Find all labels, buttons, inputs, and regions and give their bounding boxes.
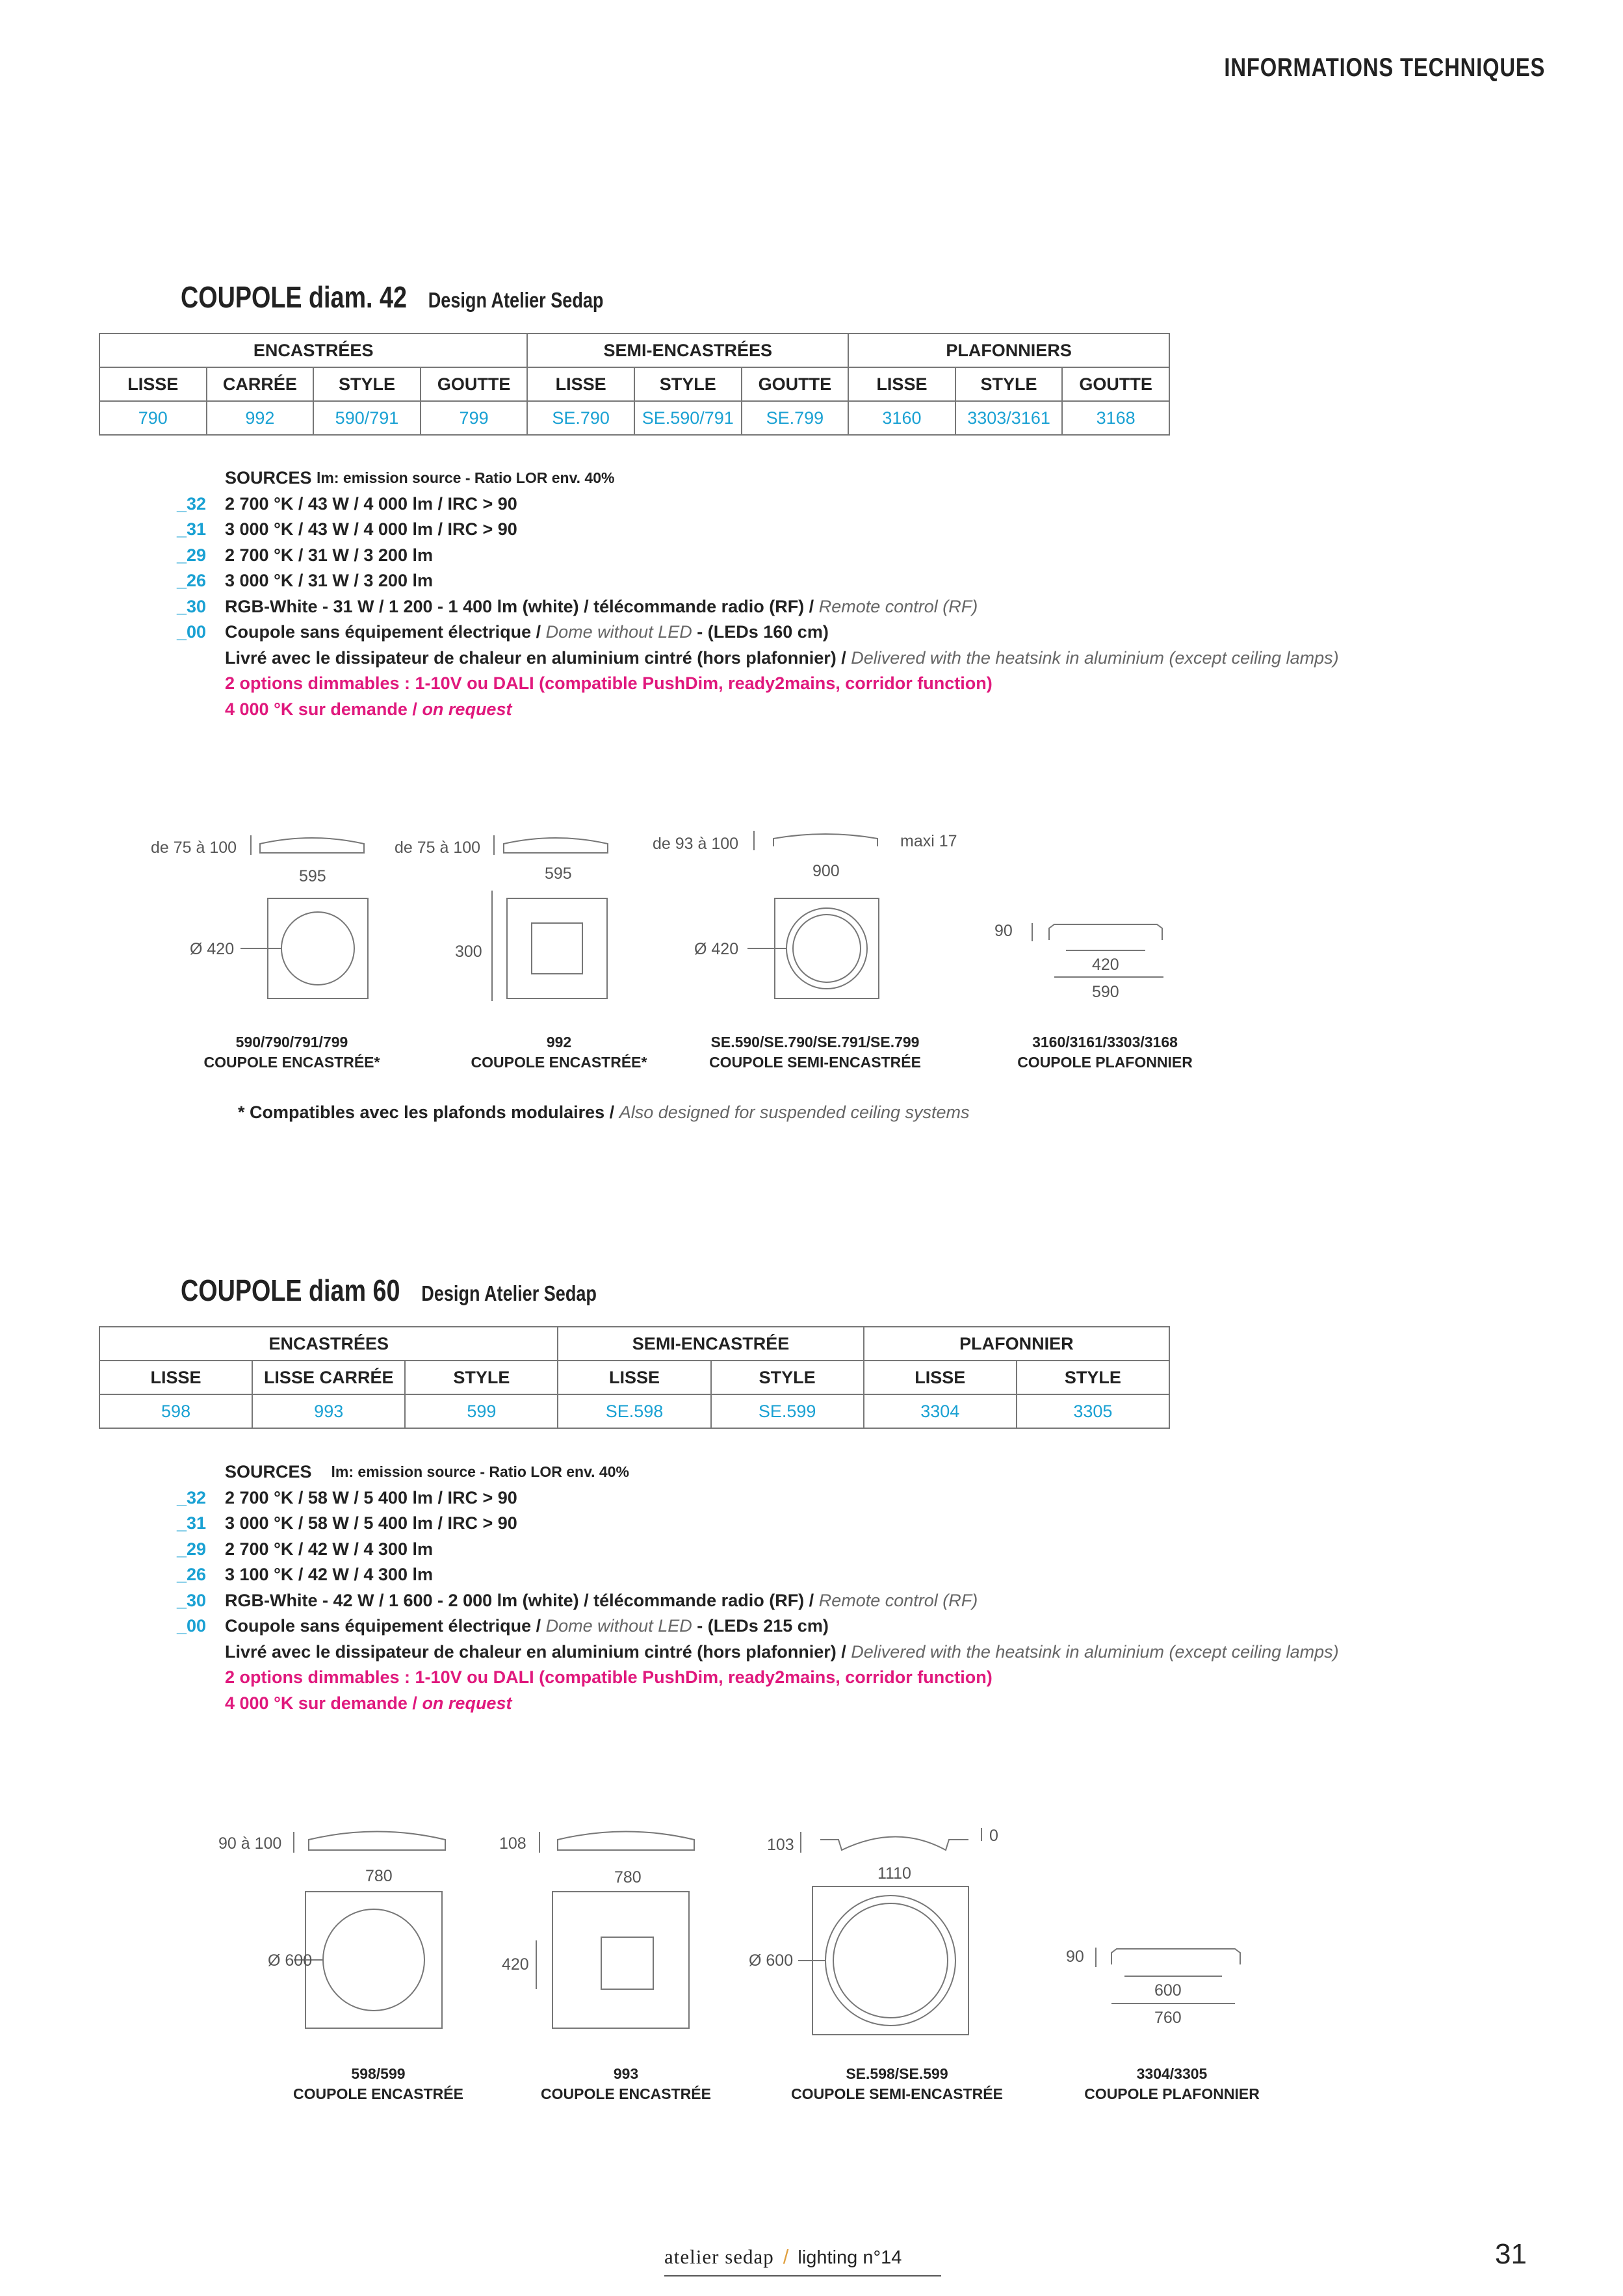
caption-ref: 590/790/791/799: [235, 1034, 348, 1050]
reference-cell: SE.599: [711, 1394, 864, 1428]
source-text: 3 100 °K / 42 W / 4 300 lm: [225, 1565, 433, 1584]
source-code: _26: [177, 571, 207, 590]
reference-cell: 3303/3161: [955, 401, 1063, 435]
caption-ref: SE.598/SE.599: [846, 2065, 948, 2082]
reference-cell: 3160: [848, 401, 955, 435]
dim-label: Ø 420: [190, 940, 235, 958]
note-en: Also designed for suspended ceiling systems: [619, 1102, 970, 1122]
column-header: STYLE: [955, 367, 1063, 401]
column-header: LISSE: [527, 367, 634, 401]
column-header: STYLE: [405, 1361, 558, 1394]
reference-cell: 993: [252, 1394, 405, 1428]
caption-ref: 3160/3161/3303/3168: [1032, 1034, 1178, 1050]
sources-label: SOURCES: [225, 1462, 312, 1481]
drawing-caption: [780, 2064, 1014, 2104]
source-text: RGB-White - 42 W / 1 600 - 2 000 lm (white) / télécommande radio (RF) /: [225, 1590, 814, 1610]
source-text-after: - (LEDs 215 cm): [697, 1616, 829, 1636]
section2-title-text: COUPOLE diam 60: [181, 1273, 400, 1307]
footer-separator: /: [783, 2245, 789, 2268]
caption-ref: 992: [546, 1034, 572, 1050]
column-header: STYLE: [634, 367, 742, 401]
source-text: RGB-White - 31 W / 1 200 - 1 400 lm (white) / télécommande radio (RF) /: [225, 596, 814, 616]
dimmable-options: 2 options dimmables : 1-10V ou DALI (compatible PushDim, ready2mains, corridor function): [225, 673, 993, 693]
source-text: Coupole sans équipement électrique /: [225, 1616, 541, 1636]
dome-circle: [323, 1909, 424, 2011]
source-text: Coupole sans équipement électrique /: [225, 622, 541, 642]
footer-brand: atelier sedap: [664, 2245, 774, 2268]
dome-profile: [309, 1832, 445, 1851]
caption-ref: SE.590/SE.790/SE.791/SE.799: [710, 1034, 920, 1050]
caption-name: COUPOLE ENCASTRÉE*: [471, 1054, 647, 1071]
dim-label: Ø 600: [749, 1951, 794, 1970]
source-code: _31: [177, 1513, 207, 1533]
column-header: STYLE: [1017, 1361, 1169, 1394]
source-text: 3 000 °K / 31 W / 3 200 lm: [225, 571, 433, 590]
caption-ref: 993: [613, 2065, 639, 2082]
source-code: _31: [177, 519, 207, 539]
caption-name: COUPOLE SEMI-ENCASTRÉE: [709, 1054, 921, 1071]
column-header: STYLE: [313, 367, 421, 401]
ceiling-lamp-profile: [1111, 1949, 1240, 1964]
column-header: GOUTTE: [421, 367, 528, 401]
caption-name: COUPOLE SEMI-ENCASTRÉE: [791, 2085, 1003, 2102]
dim-label: 300: [455, 943, 482, 961]
dim-label: 103: [767, 1836, 794, 1854]
column-header: LISSE: [99, 1361, 252, 1394]
source-code: _26: [177, 1565, 207, 1584]
heatsink-en: Delivered with the heatsink in aluminium (except ceiling lamps): [851, 1641, 1339, 1662]
caption-name: COUPOLE ENCASTRÉE*: [203, 1054, 380, 1071]
drawing-caption: [509, 2064, 743, 2104]
dim-label: maxi 17: [900, 832, 957, 850]
reference-cell: SE.799: [742, 401, 849, 435]
section1-subtitle: Design Atelier Sedap: [428, 288, 604, 312]
column-header: LISSE: [99, 367, 207, 401]
reference-cell: 3305: [1017, 1394, 1169, 1428]
reference-cell: 992: [207, 401, 314, 435]
reference-cell: 3304: [864, 1394, 1017, 1428]
page-header: INFORMATIONS TECHNIQUES: [1224, 53, 1545, 82]
source-text: 2 700 °K / 58 W / 5 400 lm / IRC > 90: [225, 1487, 517, 1507]
sources-note: lm: emission source - Ratio LOR env. 40%: [317, 469, 615, 486]
dim-label: 420: [502, 1955, 529, 1974]
dim-label: 595: [545, 865, 572, 883]
reference-cell: 799: [421, 401, 528, 435]
column-header: CARRÉE: [207, 367, 314, 401]
heatsink-fr: Livré avec le dissipateur de chaleur en aluminium cintré (hors plafonnier) /: [225, 1641, 846, 1662]
request-fr: 4 000 °K sur demande /: [225, 699, 417, 719]
drawing-caption: [1055, 2064, 1289, 2104]
source-code: _29: [177, 545, 207, 565]
column-header: GOUTTE: [1062, 367, 1169, 401]
dim-label: 90: [1066, 1948, 1084, 1966]
dim-label: 900: [812, 862, 840, 880]
caption-name: COUPOLE PLAFONNIER: [1084, 2085, 1260, 2102]
section1-title-text: COUPOLE diam. 42: [181, 280, 407, 314]
footer-underline: [664, 2275, 941, 2276]
footer-issue: lighting n°14: [798, 2247, 902, 2268]
source-text-en: Dome without LED: [545, 622, 692, 642]
dome-profile: [820, 1837, 968, 1851]
reference-cell: SE.590/791: [634, 401, 742, 435]
dim-label: 420: [1092, 956, 1119, 974]
request-en: on request: [422, 699, 512, 719]
source-text: 2 700 °K / 42 W / 4 300 lm: [225, 1539, 433, 1559]
dim-label: de 75 à 100: [151, 839, 237, 857]
dim-label: 90 à 100: [218, 1834, 282, 1853]
reference-cell: 598: [99, 1394, 252, 1428]
note-fr: * Compatibles avec les plafonds modulaires /: [238, 1102, 615, 1122]
source-text: 3 000 °K / 58 W / 5 400 lm / IRC > 90: [225, 1513, 517, 1533]
group-header: PLAFONNIER: [864, 1327, 1169, 1361]
caption-ref: 3304/3305: [1136, 2065, 1208, 2082]
request-en: on request: [422, 1693, 512, 1713]
dim-label: 760: [1154, 2009, 1182, 2027]
heatsink-fr: Livré avec le dissipateur de chaleur en aluminium cintré (hors plafonnier) /: [225, 647, 846, 668]
footer: [664, 2245, 902, 2269]
source-code: _30: [177, 1590, 207, 1610]
sources-note: lm: emission source - Ratio LOR env. 40%: [331, 1463, 629, 1480]
dim-label: de 93 à 100: [653, 835, 739, 853]
dim-label: Ø 420: [694, 940, 739, 958]
source-code: _00: [177, 622, 207, 642]
drawing-caption: [261, 2064, 495, 2104]
source-text-en: Dome without LED: [545, 1616, 692, 1636]
column-header: LISSE: [558, 1361, 710, 1394]
caption-name: COUPOLE PLAFONNIER: [1017, 1054, 1193, 1071]
dim-label: 600: [1154, 1981, 1182, 2000]
request-fr: 4 000 °K sur demande /: [225, 1693, 417, 1713]
column-header: STYLE: [711, 1361, 864, 1394]
heatsink-en: Delivered with the heatsink in aluminium (except ceiling lamps): [851, 647, 1339, 668]
dim-label: 595: [299, 867, 326, 885]
source-text: 2 700 °K / 31 W / 3 200 lm: [225, 545, 433, 565]
caption-name: COUPOLE ENCASTRÉE: [293, 2085, 463, 2102]
ceiling-plate: [305, 1892, 442, 2028]
group-header: ENCASTRÉES: [99, 1327, 558, 1361]
caption-ref: 598/599: [351, 2065, 406, 2082]
dim-label: 108: [499, 1834, 526, 1853]
group-header: SEMI-ENCASTRÉES: [527, 333, 848, 367]
dim-label: Ø 600: [268, 1951, 313, 1970]
reference-cell: 3168: [1062, 401, 1169, 435]
ring-outer: [825, 1896, 955, 2026]
column-header: LISSE: [864, 1361, 1017, 1394]
source-code: _32: [177, 1487, 207, 1507]
sources-label: SOURCES: [225, 468, 312, 488]
source-code: _32: [177, 493, 207, 514]
dim-label: 780: [614, 1868, 642, 1886]
square-diffuser: [601, 1937, 653, 1989]
page-number: 31: [1495, 2238, 1527, 2270]
dim-label: 780: [365, 1867, 393, 1885]
ceiling-plate: [812, 1886, 968, 2035]
dim-label: 1110: [877, 1864, 911, 1883]
reference-cell: SE.790: [527, 401, 634, 435]
reference-cell: 790: [99, 401, 207, 435]
reference-cell: SE.598: [558, 1394, 710, 1428]
source-code: _00: [177, 1616, 207, 1636]
group-header: SEMI-ENCASTRÉE: [558, 1327, 863, 1361]
section2-subtitle: Design Atelier Sedap: [421, 1281, 597, 1305]
reference-cell: 590/791: [313, 401, 421, 435]
reference-cell: 599: [405, 1394, 558, 1428]
group-header: PLAFONNIERS: [848, 333, 1169, 367]
source-text: 3 000 °K / 43 W / 4 000 lm / IRC > 90: [225, 519, 517, 539]
source-code: _30: [177, 596, 207, 616]
column-header: GOUTTE: [742, 367, 849, 401]
source-text-en: Remote control (RF): [818, 596, 978, 616]
column-header: LISSE: [848, 367, 955, 401]
dim-label: 90: [994, 922, 1013, 940]
dim-label: 590: [1092, 983, 1119, 1001]
caption-name: COUPOLE ENCASTRÉE: [541, 2085, 711, 2102]
ceiling-plate: [552, 1892, 689, 2028]
ring-inner: [833, 1903, 948, 2018]
source-text-en: Remote control (RF): [818, 1590, 978, 1610]
dim-label: 0: [989, 1827, 998, 1845]
dim-label: de 75 à 100: [395, 839, 481, 857]
source-code: _29: [177, 1539, 207, 1559]
source-text: 2 700 °K / 43 W / 4 000 lm / IRC > 90: [225, 493, 517, 514]
group-header: ENCASTRÉES: [99, 333, 527, 367]
source-text-after: - (LEDs 160 cm): [697, 622, 829, 642]
column-header: LISSE CARRÉE: [252, 1361, 405, 1394]
dimmable-options: 2 options dimmables : 1-10V ou DALI (compatible PushDim, ready2mains, corridor function): [225, 1667, 993, 1687]
dome-profile: [558, 1832, 694, 1851]
